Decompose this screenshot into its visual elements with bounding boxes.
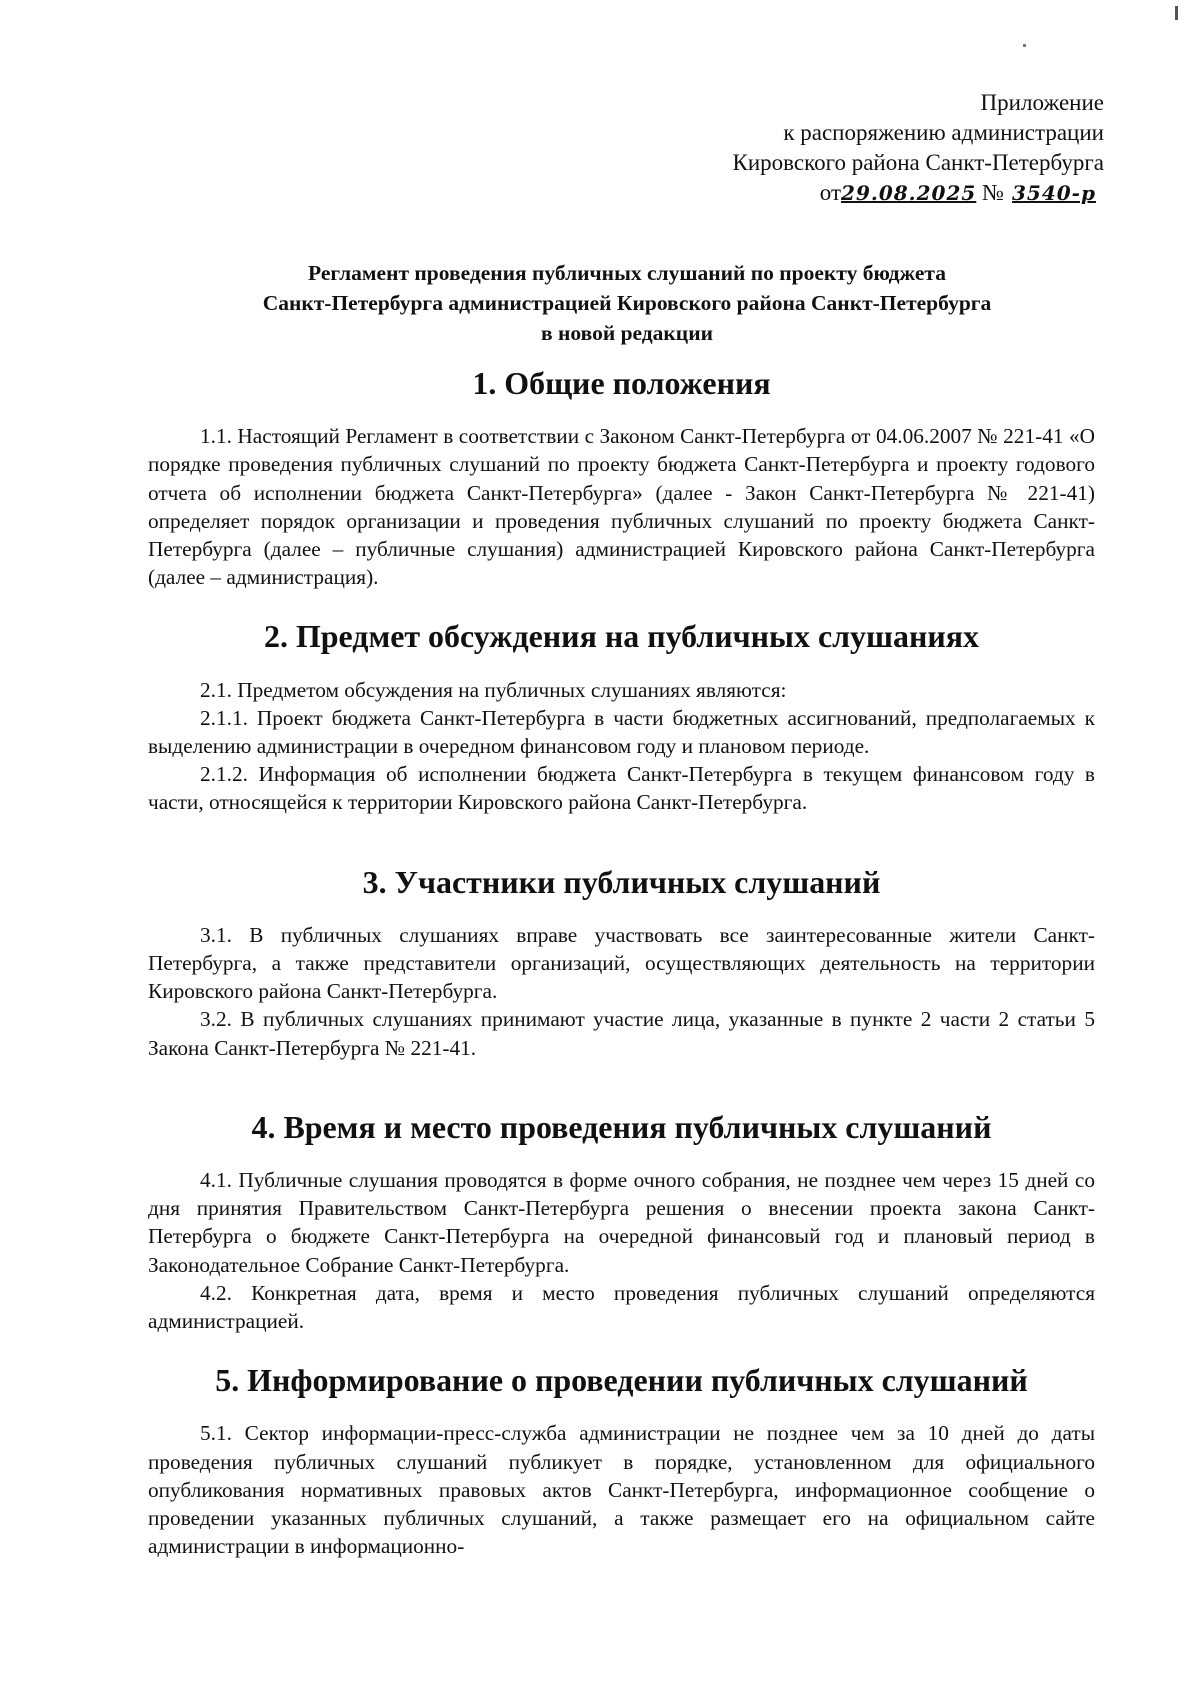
handwritten-number: 3540-р bbox=[1012, 181, 1096, 205]
appendix-line-2: к распоряжению администрации bbox=[783, 120, 1104, 145]
appendix-block bbox=[733, 88, 1104, 208]
section-5-heading: 5. Информирование о проведении публичных слушаний bbox=[215, 1363, 1028, 1399]
section-2-heading: 2. Предмет обсуждения на публичных слушаниях bbox=[264, 619, 979, 655]
paragraph-3-1: 3.1. В публичных слушаниях вправе участвовать все заинтересованные жители Санкт-Петербурга, а также представители организаций, осуществляющих деятельность на территории Кировского района Санкт-Петербурга. bbox=[148, 922, 1095, 1004]
paragraph-2-1-2: 2.1.2. Информация об исполнении бюджета Санкт-Петербурга в текущем финансовом году в части, относящейся к территории Кировского района Санкт-Петербурга. bbox=[148, 762, 1095, 815]
paragraph-2-1-1: 2.1.1. Проект бюджета Санкт-Петербурга в части бюджетных ассигнований, предполагаемых к выделению администрации в очередном финансовом году и плановом периоде. bbox=[148, 705, 1095, 759]
title-line-1: Регламент проведения публичных слушаний по проекту бюджета bbox=[308, 261, 946, 285]
section-3-heading: 3. Участники публичных слушаний bbox=[362, 864, 881, 900]
paragraph-5-1: 5.1. Сектор информации-пресс-служба администрации не позднее чем за 10 дней до даты проведения публичных слушаний публикует в порядке, установленном для официального опубликования нормативных правовых актов Санкт-Петербурга, информационное сообщение о проведении указанных публичных слушаний, а также размещает его на официальном сайте администрации в информационно- bbox=[148, 1421, 1095, 1559]
section-4-heading: 4. Время и место проведения публичных слушаний bbox=[251, 1109, 992, 1145]
appendix-line-3: Кировского района Санкт-Петербурга bbox=[732, 150, 1104, 175]
handwritten-date: 29.08.2025 bbox=[841, 181, 977, 205]
title-line-3: в новой редакции bbox=[541, 321, 713, 345]
title-line-2: Санкт-Петербурга администрацией Кировского района Санкт-Петербурга bbox=[262, 291, 992, 315]
paragraph-4-2: 4.2. Конкретная дата, время и место проведения публичных слушаний определяются администрацией. bbox=[148, 1280, 1095, 1334]
appendix-date-line bbox=[733, 178, 1104, 208]
number-prefix: № bbox=[982, 180, 1004, 205]
paragraph-3-2: 3.2. В публичных слушаниях принимают участие лица, указанные в пункте 2 части 2 статьи 5 Закона Санкт-Петербурга № 221-41. bbox=[148, 1007, 1095, 1060]
document-body bbox=[148, 366, 1095, 1561]
document-title bbox=[150, 258, 1104, 348]
paragraph-2-1: 2.1. Предметом обсуждения на публичных слушаниях являются: bbox=[200, 677, 787, 702]
paragraph-4-1: 4.1. Публичные слушания проводятся в форме очного собрания, не позднее чем через 15 дней со дня принятия Правительством Санкт-Петербурга решения о внесении проекта закона Санкт-Петербурга о бюджете Санкт-Петербурга на очередной финансовый год и плановый период в Законодательное Собрание Санкт-Петербурга. bbox=[148, 1168, 1095, 1277]
scan-speck bbox=[1023, 44, 1026, 47]
section-1-heading: 1. Общие положения bbox=[472, 366, 771, 401]
paragraph-1-1: 1.1. Настоящий Регламент в соответствии с Законом Санкт-Петербурга от 04.06.2007 № 221-41 «О порядке проведения публичных слушаний по проекту бюджета Санкт-Петербурга и проекту годового отчета об исполнении бюджета Санкт-Петербурга» (далее - Закон Санкт-Петербурга № 221-41) определяет порядок организации и проведения публичных слушаний по проекту бюджета Санкт-Петербурга (далее – публичные слушания) администрацией Кировского района Санкт-Петербурга (далее – администрация). bbox=[148, 424, 1095, 590]
date-prefix: от bbox=[819, 180, 842, 205]
scan-mark bbox=[1175, 6, 1178, 20]
appendix-line-1: Приложение bbox=[980, 90, 1104, 115]
